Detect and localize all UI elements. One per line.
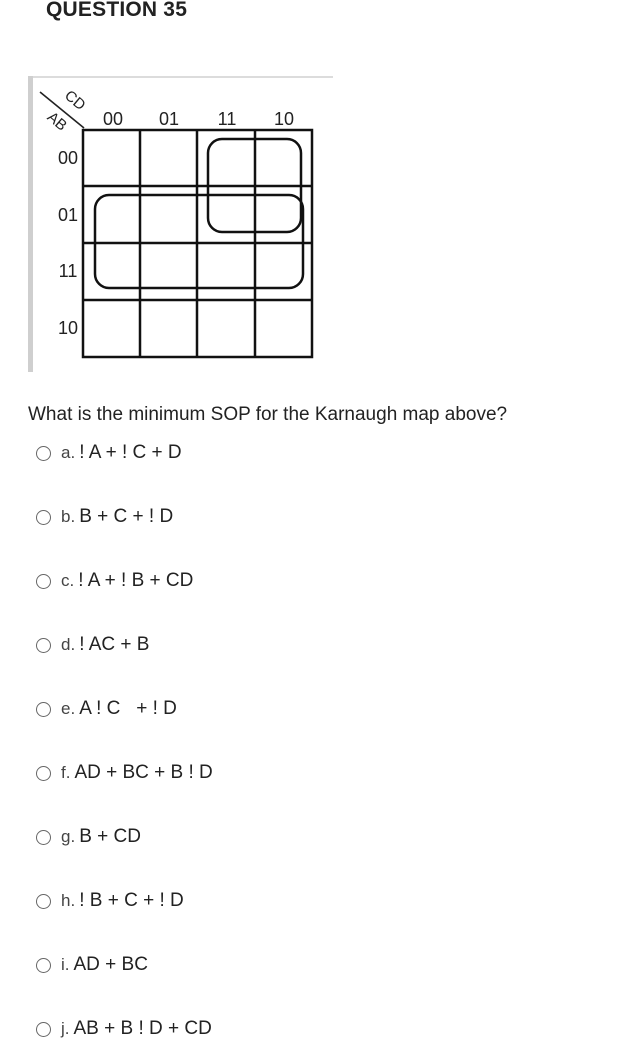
row-label-11: 11 (58, 261, 78, 281)
option-label: e. (61, 699, 76, 718)
col-label-11: 11 (217, 109, 237, 129)
radio-button[interactable] (36, 766, 51, 781)
row-label-01: 01 (57, 205, 79, 225)
answer-option-i[interactable] (36, 952, 148, 978)
option-text: ! B + C + ! D (79, 890, 184, 911)
option-label: h. (61, 891, 76, 910)
answer-option-g[interactable] (36, 824, 141, 850)
question-prompt: What is the minimum SOP for the Karnaugh map above? (28, 404, 508, 425)
radio-button[interactable] (36, 958, 51, 973)
answer-option-h[interactable] (36, 888, 184, 914)
radio-button[interactable] (36, 574, 51, 589)
radio-button[interactable] (36, 830, 51, 845)
option-label: d. (61, 635, 76, 654)
option-text: B + C + ! D (79, 506, 174, 527)
answer-option-j[interactable] (36, 1016, 212, 1042)
option-label: c. (61, 571, 75, 590)
option-text: AB + B ! D + CD (73, 1018, 212, 1039)
option-label: a. (61, 443, 76, 462)
karnaugh-map (0, 0, 633, 380)
option-text: AD + BC + B ! D (74, 762, 213, 783)
row-label-00: 00 (57, 148, 79, 168)
image-left-rule (28, 76, 33, 372)
option-text: ! AC + B (79, 634, 150, 655)
radio-button[interactable] (36, 1022, 51, 1037)
option-label: j. (61, 1019, 70, 1038)
col-label-01: 01 (158, 109, 180, 129)
option-text: B + CD (79, 826, 141, 847)
option-text: ! A + ! B + CD (78, 570, 194, 591)
answer-option-c[interactable] (36, 568, 193, 594)
radio-button[interactable] (36, 510, 51, 525)
answer-option-d[interactable] (36, 632, 149, 658)
corner-row-var: AB (43, 108, 71, 135)
answer-option-b[interactable] (36, 504, 173, 530)
answer-option-f[interactable] (36, 760, 213, 786)
corner-col-var: CD (61, 87, 89, 115)
col-label-10: 10 (273, 109, 295, 129)
radio-button[interactable] (36, 702, 51, 717)
radio-button[interactable] (36, 446, 51, 461)
radio-button[interactable] (36, 638, 51, 653)
row-label-10: 10 (57, 318, 79, 338)
option-text: A ! C + ! D (79, 698, 177, 719)
option-label: g. (61, 827, 76, 846)
option-text: AD + BC (73, 954, 148, 975)
image-top-rule (33, 76, 333, 78)
radio-button[interactable] (36, 894, 51, 909)
option-label: i. (61, 955, 70, 974)
kmap-grid (83, 130, 312, 357)
col-label-00: 00 (102, 109, 124, 129)
kmap-group-rows-01-11 (95, 195, 303, 288)
question-title: QUESTION 35 (46, 0, 188, 21)
option-label: b. (61, 507, 76, 526)
answer-option-e[interactable] (36, 696, 177, 722)
answer-option-a[interactable] (36, 440, 182, 466)
option-text: ! A + ! C + D (79, 442, 182, 463)
option-label: f. (61, 763, 71, 782)
